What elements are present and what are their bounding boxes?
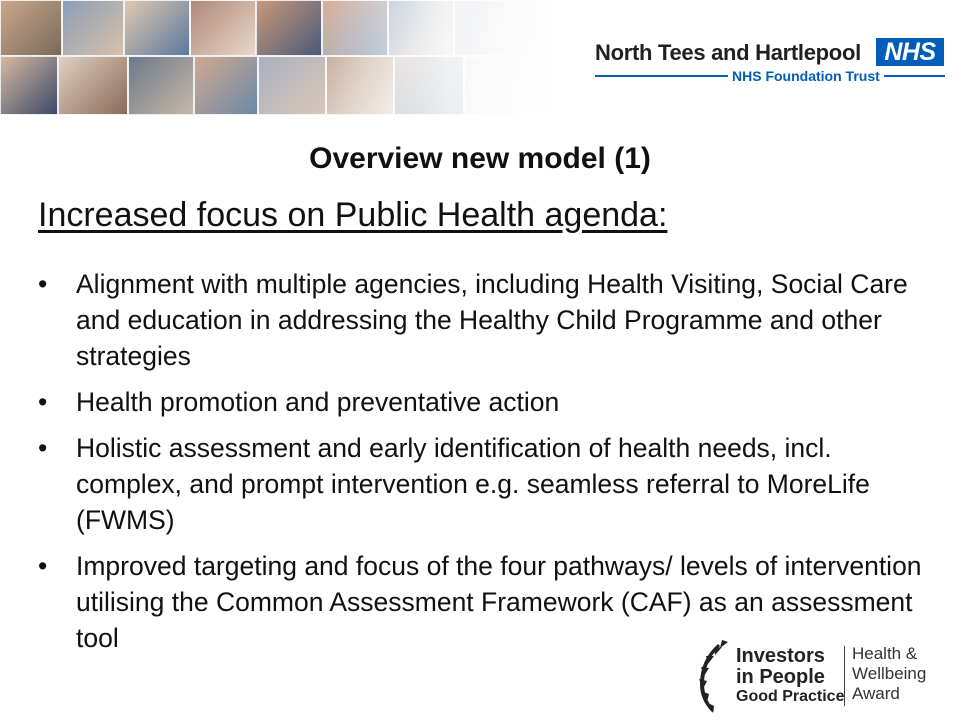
laurel-icon — [692, 636, 734, 714]
bullet-dot-icon: • — [38, 387, 48, 417]
slide-title: Overview new model (1) — [309, 142, 651, 175]
bullet-item — [38, 266, 928, 374]
collage-fade — [0, 0, 560, 115]
bullet-dot-icon: • — [38, 269, 48, 299]
bullet-text: Holistic assessment and early identification of health needs, incl. complex, and prompt intervention e.g. seamless referral to MoreLife (FWMS) — [76, 433, 870, 535]
investors-in-people-award — [692, 636, 952, 714]
bullet-item — [38, 430, 928, 538]
bullet-text: Alignment with multiple agencies, including Health Visiting, Social Care and education in addressing the Healthy Child Programme and other strategies — [76, 269, 908, 371]
staff-photo-collage — [0, 0, 560, 115]
award-category: Health & Wellbeing Award — [852, 644, 927, 703]
organisation-name: North Tees and Hartlepool — [595, 40, 861, 65]
trust-name: NHS Foundation Trust — [728, 68, 884, 84]
bullet-item — [38, 384, 928, 420]
bullet-text: Improved targeting and focus of the four pathways/ levels of intervention utilising the Common Assessment Framework (CAF) as an assessment tool — [76, 551, 922, 653]
bullet-text: Health promotion and preventative action — [76, 387, 560, 417]
award-divider — [844, 646, 845, 706]
award-subtitle: Good Practice — [736, 688, 845, 705]
bullet-dot-icon: • — [38, 551, 48, 581]
bullet-list — [38, 266, 928, 666]
nhs-logo-badge: NHS — [876, 38, 944, 66]
bullet-dot-icon: • — [38, 433, 48, 463]
award-title: Investors in People — [736, 645, 825, 688]
slide-subtitle: Increased focus on Public Health agenda: — [38, 196, 668, 234]
